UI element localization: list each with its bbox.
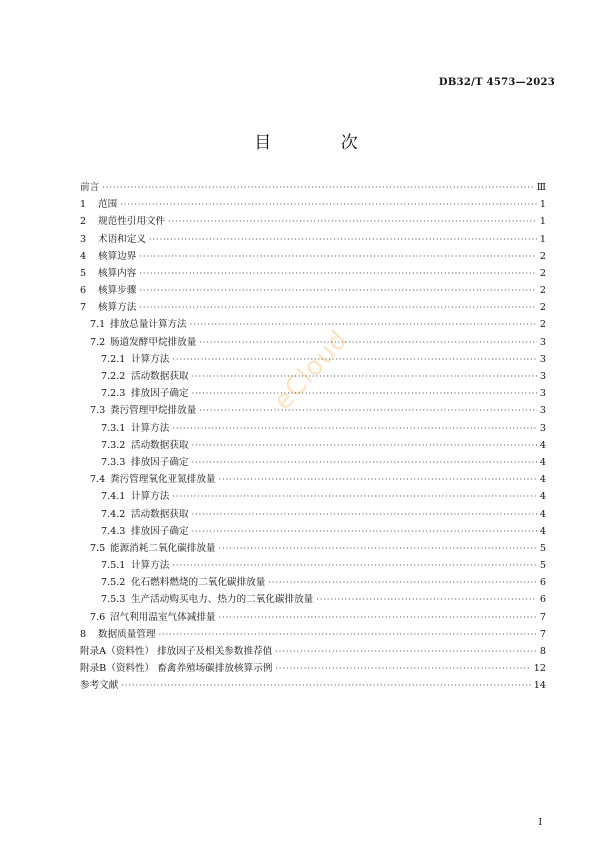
- toc-leader: [268, 574, 537, 591]
- toc-leader: [102, 179, 534, 196]
- toc-label: 计算方法: [131, 353, 170, 365]
- toc-entry[interactable]: [80, 506, 546, 523]
- toc-leader: [192, 437, 537, 454]
- toc-label: 排放因子确定: [131, 456, 189, 468]
- toc-entry[interactable]: [80, 282, 546, 299]
- toc-entry[interactable]: [80, 385, 546, 402]
- toc-label: 范围: [98, 199, 118, 211]
- toc-label: 化石燃料燃烧的二氧化碳排放量: [131, 577, 266, 589]
- toc-page: 6: [539, 577, 546, 589]
- toc-page: 3: [539, 405, 546, 417]
- toc-leader: [139, 248, 537, 265]
- toc-entry[interactable]: [80, 420, 546, 437]
- toc-leader: [192, 506, 537, 523]
- toc-entry[interactable]: [80, 471, 546, 488]
- toc-label: 规范性引用文件: [98, 216, 166, 228]
- toc-page: 4: [539, 474, 546, 486]
- toc-entry[interactable]: [80, 523, 546, 540]
- toc-number: 7.5: [90, 542, 106, 554]
- toc-page: 2: [539, 285, 546, 297]
- toc-leader: [219, 471, 537, 488]
- toc-number: 7.6: [90, 611, 106, 623]
- toc-number: 7.4: [90, 474, 106, 486]
- toc-entry[interactable]: [80, 677, 546, 694]
- toc-entry[interactable]: [80, 213, 546, 230]
- toc-number: 7.5.2: [101, 577, 126, 589]
- toc-page: 6: [539, 594, 546, 606]
- toc-page: 4: [539, 525, 546, 537]
- toc-leader: [199, 402, 537, 419]
- toc-leader: [190, 316, 537, 333]
- toc-label: 排放总量计算方法: [110, 319, 187, 331]
- toc-entry[interactable]: [80, 592, 546, 609]
- toc-entry[interactable]: [80, 660, 546, 677]
- toc-number: 7.1: [90, 319, 106, 331]
- toc-number: 7: [80, 302, 87, 314]
- toc-entry[interactable]: [80, 265, 546, 282]
- toc-number: 5: [80, 267, 87, 279]
- toc-leader: [172, 420, 537, 437]
- toc-leader: [149, 231, 537, 248]
- toc-label: 活动数据获取: [131, 371, 189, 383]
- toc-number: 7.5.1: [101, 560, 126, 572]
- toc-page: 2: [539, 319, 546, 331]
- toc-leader: [192, 454, 537, 471]
- toc-label: 核算步骤: [98, 285, 137, 297]
- toc-leader: [275, 643, 537, 660]
- toc-leader: [219, 540, 537, 557]
- toc-page: 3: [539, 388, 546, 400]
- toc-entry[interactable]: [80, 231, 546, 248]
- toc-leader: [139, 265, 537, 282]
- toc-number: 7.3.1: [101, 422, 126, 434]
- toc-page: 2: [539, 267, 546, 279]
- toc-leader: [316, 591, 537, 608]
- toc-page: 4: [539, 491, 546, 503]
- toc-page: 3: [539, 336, 546, 348]
- toc-number: 7.2.1: [101, 353, 126, 365]
- toc-label: 沼气利用温室气体减排量: [110, 611, 216, 623]
- toc-entry[interactable]: [80, 609, 546, 626]
- toc-number: 3: [80, 233, 87, 245]
- toc-page: 14: [533, 680, 546, 692]
- toc-entry[interactable]: [80, 626, 546, 643]
- toc-page: 7: [539, 628, 546, 640]
- toc-label: 活动数据获取: [131, 508, 189, 520]
- toc-leader: [159, 626, 537, 643]
- toc-page: 12: [533, 663, 546, 675]
- toc-number: 7.4.1: [101, 491, 126, 503]
- toc-entry[interactable]: [80, 643, 546, 660]
- toc-label: 数据质量管理: [98, 628, 156, 640]
- toc-page: 2: [539, 250, 546, 262]
- toc-entry[interactable]: [80, 454, 546, 471]
- toc-number: 6: [80, 285, 87, 297]
- toc-label: 核算边界: [98, 250, 137, 262]
- toc-page: 8: [539, 646, 546, 658]
- toc-entry[interactable]: [80, 351, 546, 368]
- toc-entry[interactable]: [80, 317, 546, 334]
- toc-number: 7.2.2: [101, 371, 126, 383]
- toc-number: 7.4.3: [101, 525, 126, 537]
- toc-leader: [192, 385, 537, 402]
- toc-number: 7.3: [90, 405, 106, 417]
- toc-page: 5: [539, 560, 546, 572]
- toc-page: 4: [539, 456, 546, 468]
- toc-page: 7: [539, 611, 546, 623]
- toc-entry[interactable]: [80, 368, 546, 385]
- toc-leader: [192, 368, 537, 385]
- toc-label: 肠道发酵甲烷排放量: [110, 336, 197, 348]
- toc-page: 1: [539, 233, 546, 245]
- toc-leader: [192, 523, 537, 540]
- toc-page: 4: [539, 439, 546, 451]
- toc-number: 7.5.3: [101, 594, 126, 606]
- toc-number: 7.3.2: [101, 439, 126, 451]
- toc-label: 排放因子确定: [131, 388, 189, 400]
- toc-entry[interactable]: [80, 488, 546, 505]
- toc-entry[interactable]: [80, 557, 546, 574]
- toc-label: 参考文献: [80, 680, 119, 692]
- toc-leader: [139, 282, 537, 299]
- page-title: 目 次: [254, 133, 390, 153]
- toc-leader: [120, 196, 537, 213]
- toc-leader: [121, 677, 530, 694]
- toc-page: 2: [539, 302, 546, 314]
- toc-entry[interactable]: [80, 437, 546, 454]
- toc-number: 2: [80, 216, 87, 228]
- toc-number: 1: [80, 199, 87, 211]
- toc-label: 计算方法: [131, 560, 170, 572]
- toc-page: 1: [539, 199, 546, 211]
- toc-entry[interactable]: [80, 179, 546, 196]
- toc-label: 计算方法: [131, 422, 170, 434]
- document-code: DB32/T 4573—2023: [438, 77, 555, 88]
- toc-page: 5: [539, 542, 546, 554]
- toc-leader: [172, 351, 537, 368]
- toc-leader: [219, 609, 537, 626]
- toc-entry[interactable]: [80, 334, 546, 351]
- toc-leader: [275, 660, 530, 677]
- toc-number: 4: [80, 250, 87, 262]
- toc-entry[interactable]: [80, 248, 546, 265]
- toc-entry[interactable]: [80, 402, 546, 419]
- toc-label: 粪污管理甲烷排放量: [110, 405, 197, 417]
- toc-entry[interactable]: [80, 574, 546, 591]
- toc-page: 3: [539, 371, 546, 383]
- toc-entry[interactable]: [80, 299, 546, 316]
- toc-label: 核算内容: [98, 267, 137, 279]
- toc-number: 7.4.2: [101, 508, 126, 520]
- toc-number: 7.3.3: [101, 456, 126, 468]
- toc-label: 附录B（资料性） 畜禽养殖场碳排放核算示例: [80, 663, 273, 675]
- toc-page: 3: [539, 353, 546, 365]
- toc-leader: [168, 213, 537, 230]
- toc-label: 粪污管理氧化亚氮排放量: [110, 474, 216, 486]
- page-number: I: [538, 818, 542, 828]
- toc-entry[interactable]: [80, 540, 546, 557]
- toc-leader: [199, 334, 537, 351]
- toc-entry[interactable]: [80, 196, 546, 213]
- toc-label: 计算方法: [131, 491, 170, 503]
- toc-page: 4: [539, 508, 546, 520]
- toc-number: 7.2: [90, 336, 106, 348]
- toc-label: 生产活动购买电力、热力的二氧化碳排放量: [131, 594, 314, 606]
- toc-label: 前言: [80, 181, 100, 193]
- toc-label: 附录A（资料性） 排放因子及相关参数推荐值: [80, 646, 273, 658]
- toc-leader: [139, 299, 537, 316]
- toc-label: 术语和定义: [98, 233, 146, 245]
- toc-page: 1: [539, 216, 546, 228]
- toc-page: Ⅲ: [536, 181, 546, 193]
- toc-label: 活动数据获取: [131, 439, 189, 451]
- toc-label: 排放因子确定: [131, 525, 189, 537]
- toc-leader: [172, 488, 537, 505]
- toc-label: 能源消耗二氧化碳排放量: [110, 542, 216, 554]
- toc-leader: [172, 557, 537, 574]
- table-of-contents: [80, 179, 546, 695]
- toc-page: 3: [539, 422, 546, 434]
- toc-number: 7.2.3: [101, 388, 126, 400]
- toc-label: 核算方法: [98, 302, 137, 314]
- watermark-logo: eCloud: [268, 324, 355, 417]
- toc-number: 8: [80, 628, 87, 640]
